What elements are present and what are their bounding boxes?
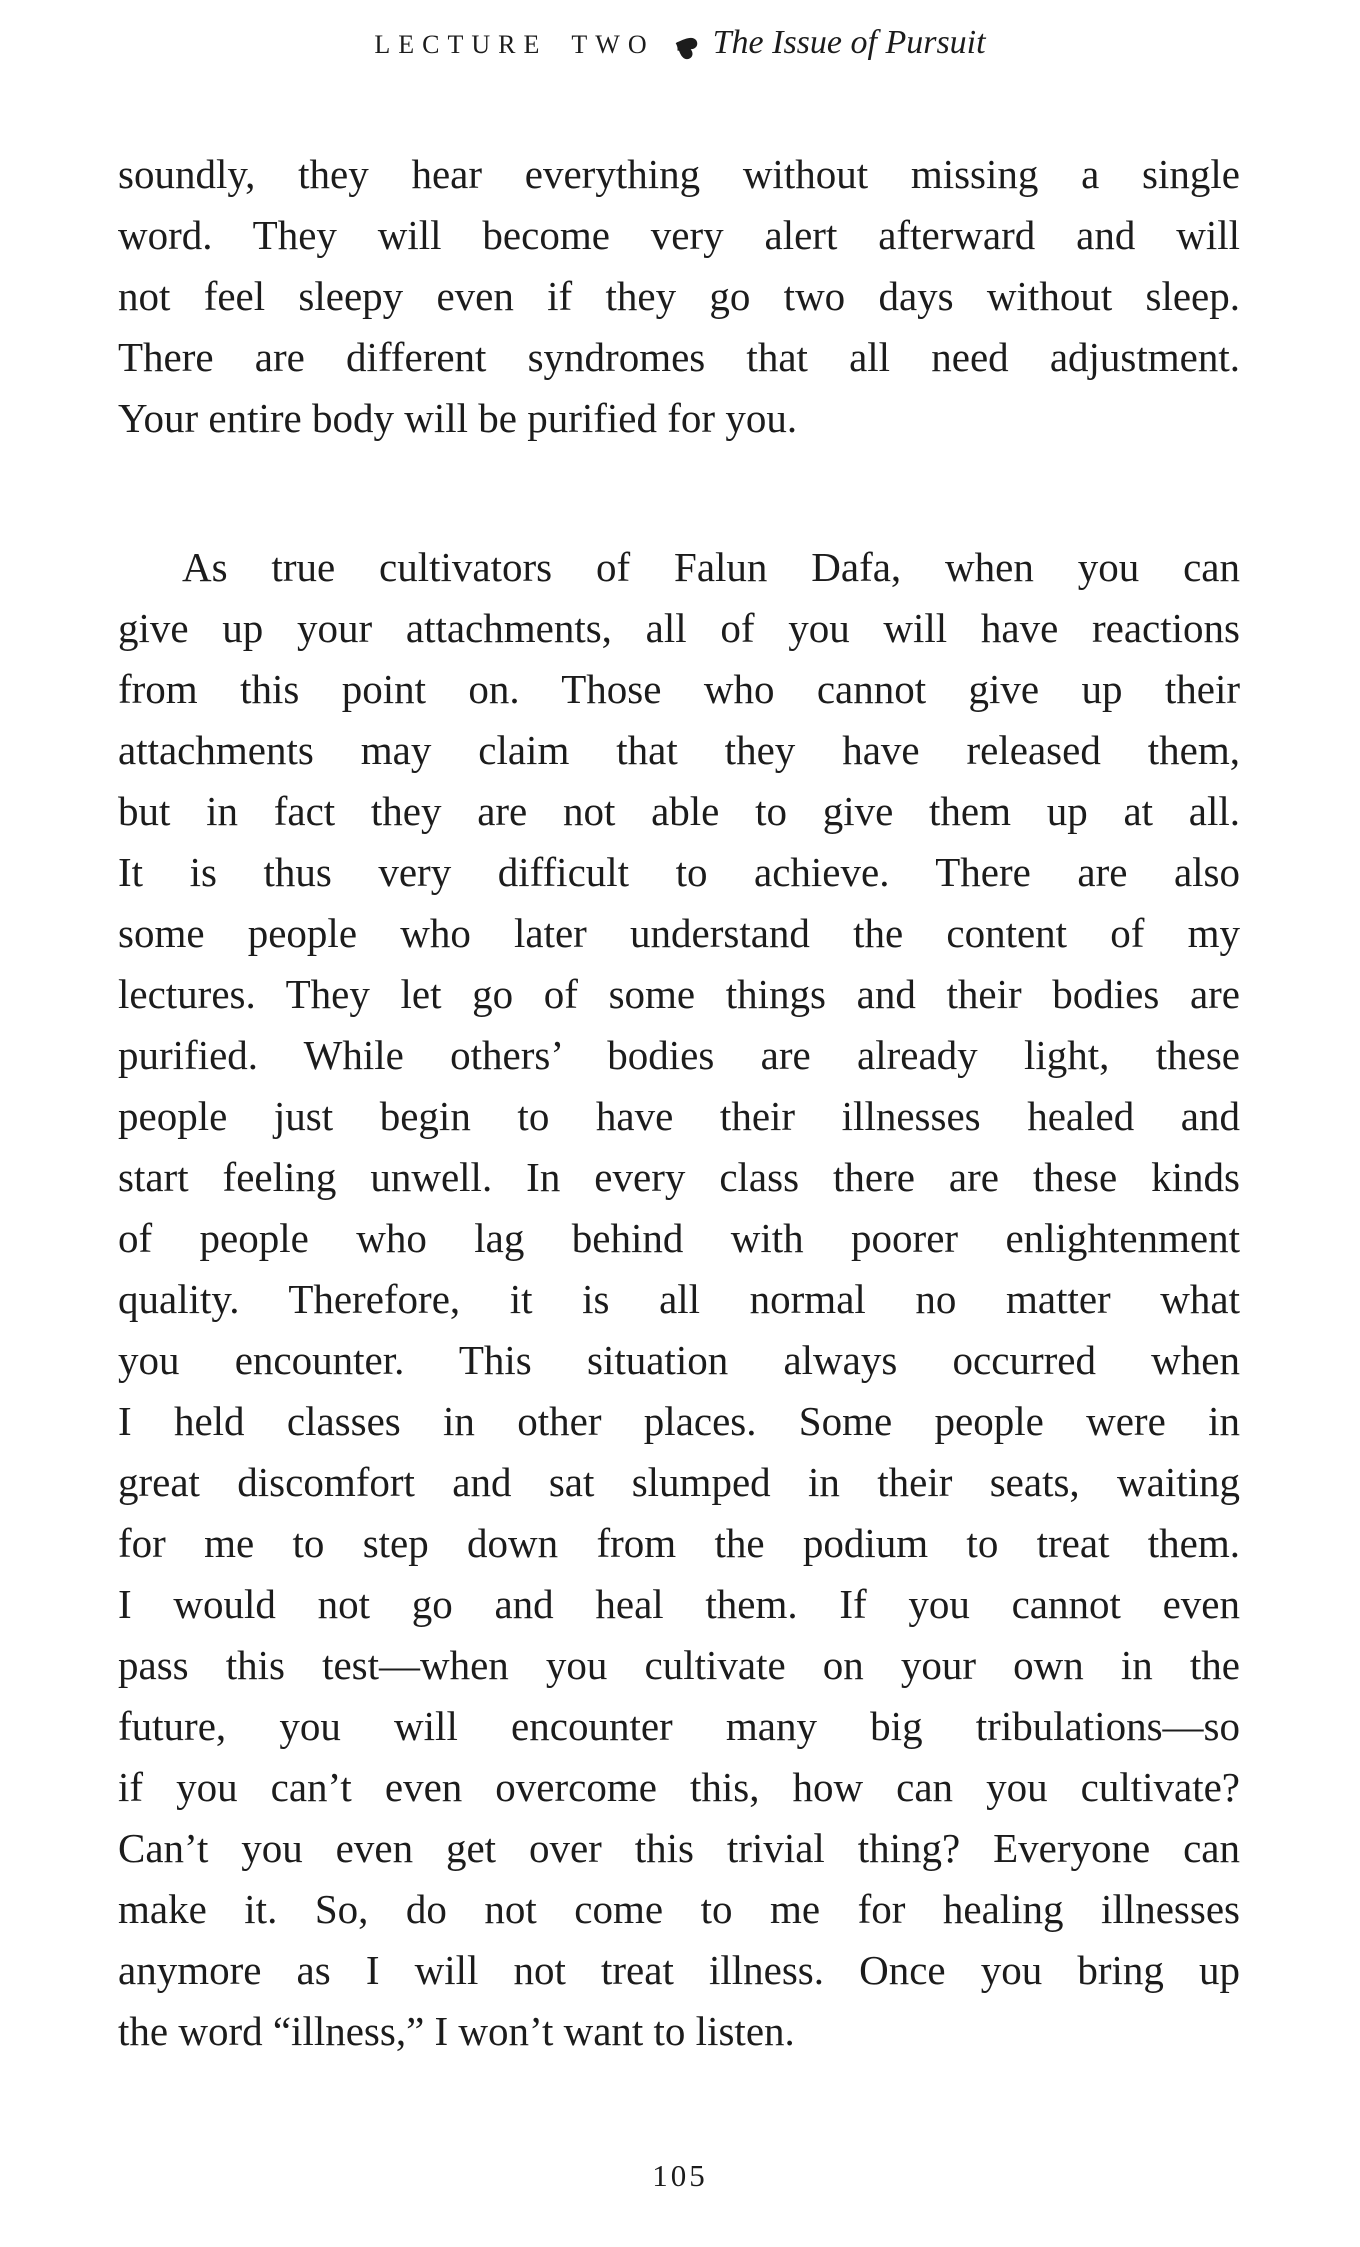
text-line: soundly, they hear everything without missing a single (118, 151, 1240, 197)
running-header (0, 24, 1360, 62)
text-line: There are different syndromes that all need adjustment. (118, 334, 1240, 380)
body-text (118, 144, 1240, 2062)
lecture-label: LECTURE TWO (374, 30, 655, 59)
page-number: 105 (652, 2158, 708, 2193)
text-line: make it. So, do not come to me for healing illnesses (118, 1886, 1240, 1932)
text-line: start feeling unwell. In every class there are these kinds (118, 1154, 1240, 1200)
text-line: of people who lag behind with poorer enlightenment (118, 1215, 1240, 1261)
text-line: attachments may claim that they have released them, (118, 727, 1240, 773)
chapter-title: The Issue of Pursuit (712, 24, 986, 61)
text-line: Your entire body will be purified for you. (118, 395, 798, 441)
text-line: from this point on. Those who cannot give up their (118, 666, 1240, 712)
text-line: but in fact they are not able to give them up at all. (118, 788, 1240, 834)
text-line: lectures. They let go of some things and their bodies are (118, 971, 1240, 1017)
text-line: great discomfort and sat slumped in their seats, waiting (118, 1459, 1240, 1505)
text-line: you encounter. This situation always occurred when (118, 1337, 1240, 1383)
text-line: Can’t you even get over this trivial thing? Everyone can (118, 1825, 1240, 1871)
text-line: It is thus very difficult to achieve. There are also (118, 849, 1240, 895)
text-line: people just begin to have their illnesses healed and (118, 1093, 1240, 1139)
text-line: I held classes in other places. Some people were in (118, 1398, 1240, 1444)
text-line: word. They will become very alert afterward and will (118, 212, 1240, 258)
text-line: the word “illness,” I won’t want to listen. (118, 2008, 795, 2054)
text-line: quality. Therefore, it is all normal no matter what (118, 1276, 1240, 1322)
page-footer (0, 2158, 1360, 2194)
text-line: anymore as I will not treat illness. Once you bring up (118, 1947, 1240, 1993)
text-line: pass this test—when you cultivate on your own in the (118, 1642, 1240, 1688)
text-line: purified. While others’ bodies are already light, these (118, 1032, 1240, 1078)
text-line: I would not go and heal them. If you cannot even (118, 1581, 1240, 1627)
paragraph (118, 537, 1240, 2062)
text-line: give up your attachments, all of you will have reactions (118, 605, 1240, 651)
text-line: future, you will encounter many big tribulations—so (118, 1703, 1240, 1749)
text-line: not feel sleepy even if they go two days without sleep. (118, 273, 1240, 319)
text-line: if you can’t even overcome this, how can you cultivate? (118, 1764, 1240, 1810)
text-line: As true cultivators of Falun Dafa, when you can (182, 544, 1240, 590)
text-line: for me to step down from the podium to treat them. (118, 1520, 1240, 1566)
text-line: some people who later understand the content of my (118, 910, 1240, 956)
paragraph (118, 144, 1240, 449)
fleuron-icon (673, 35, 699, 59)
